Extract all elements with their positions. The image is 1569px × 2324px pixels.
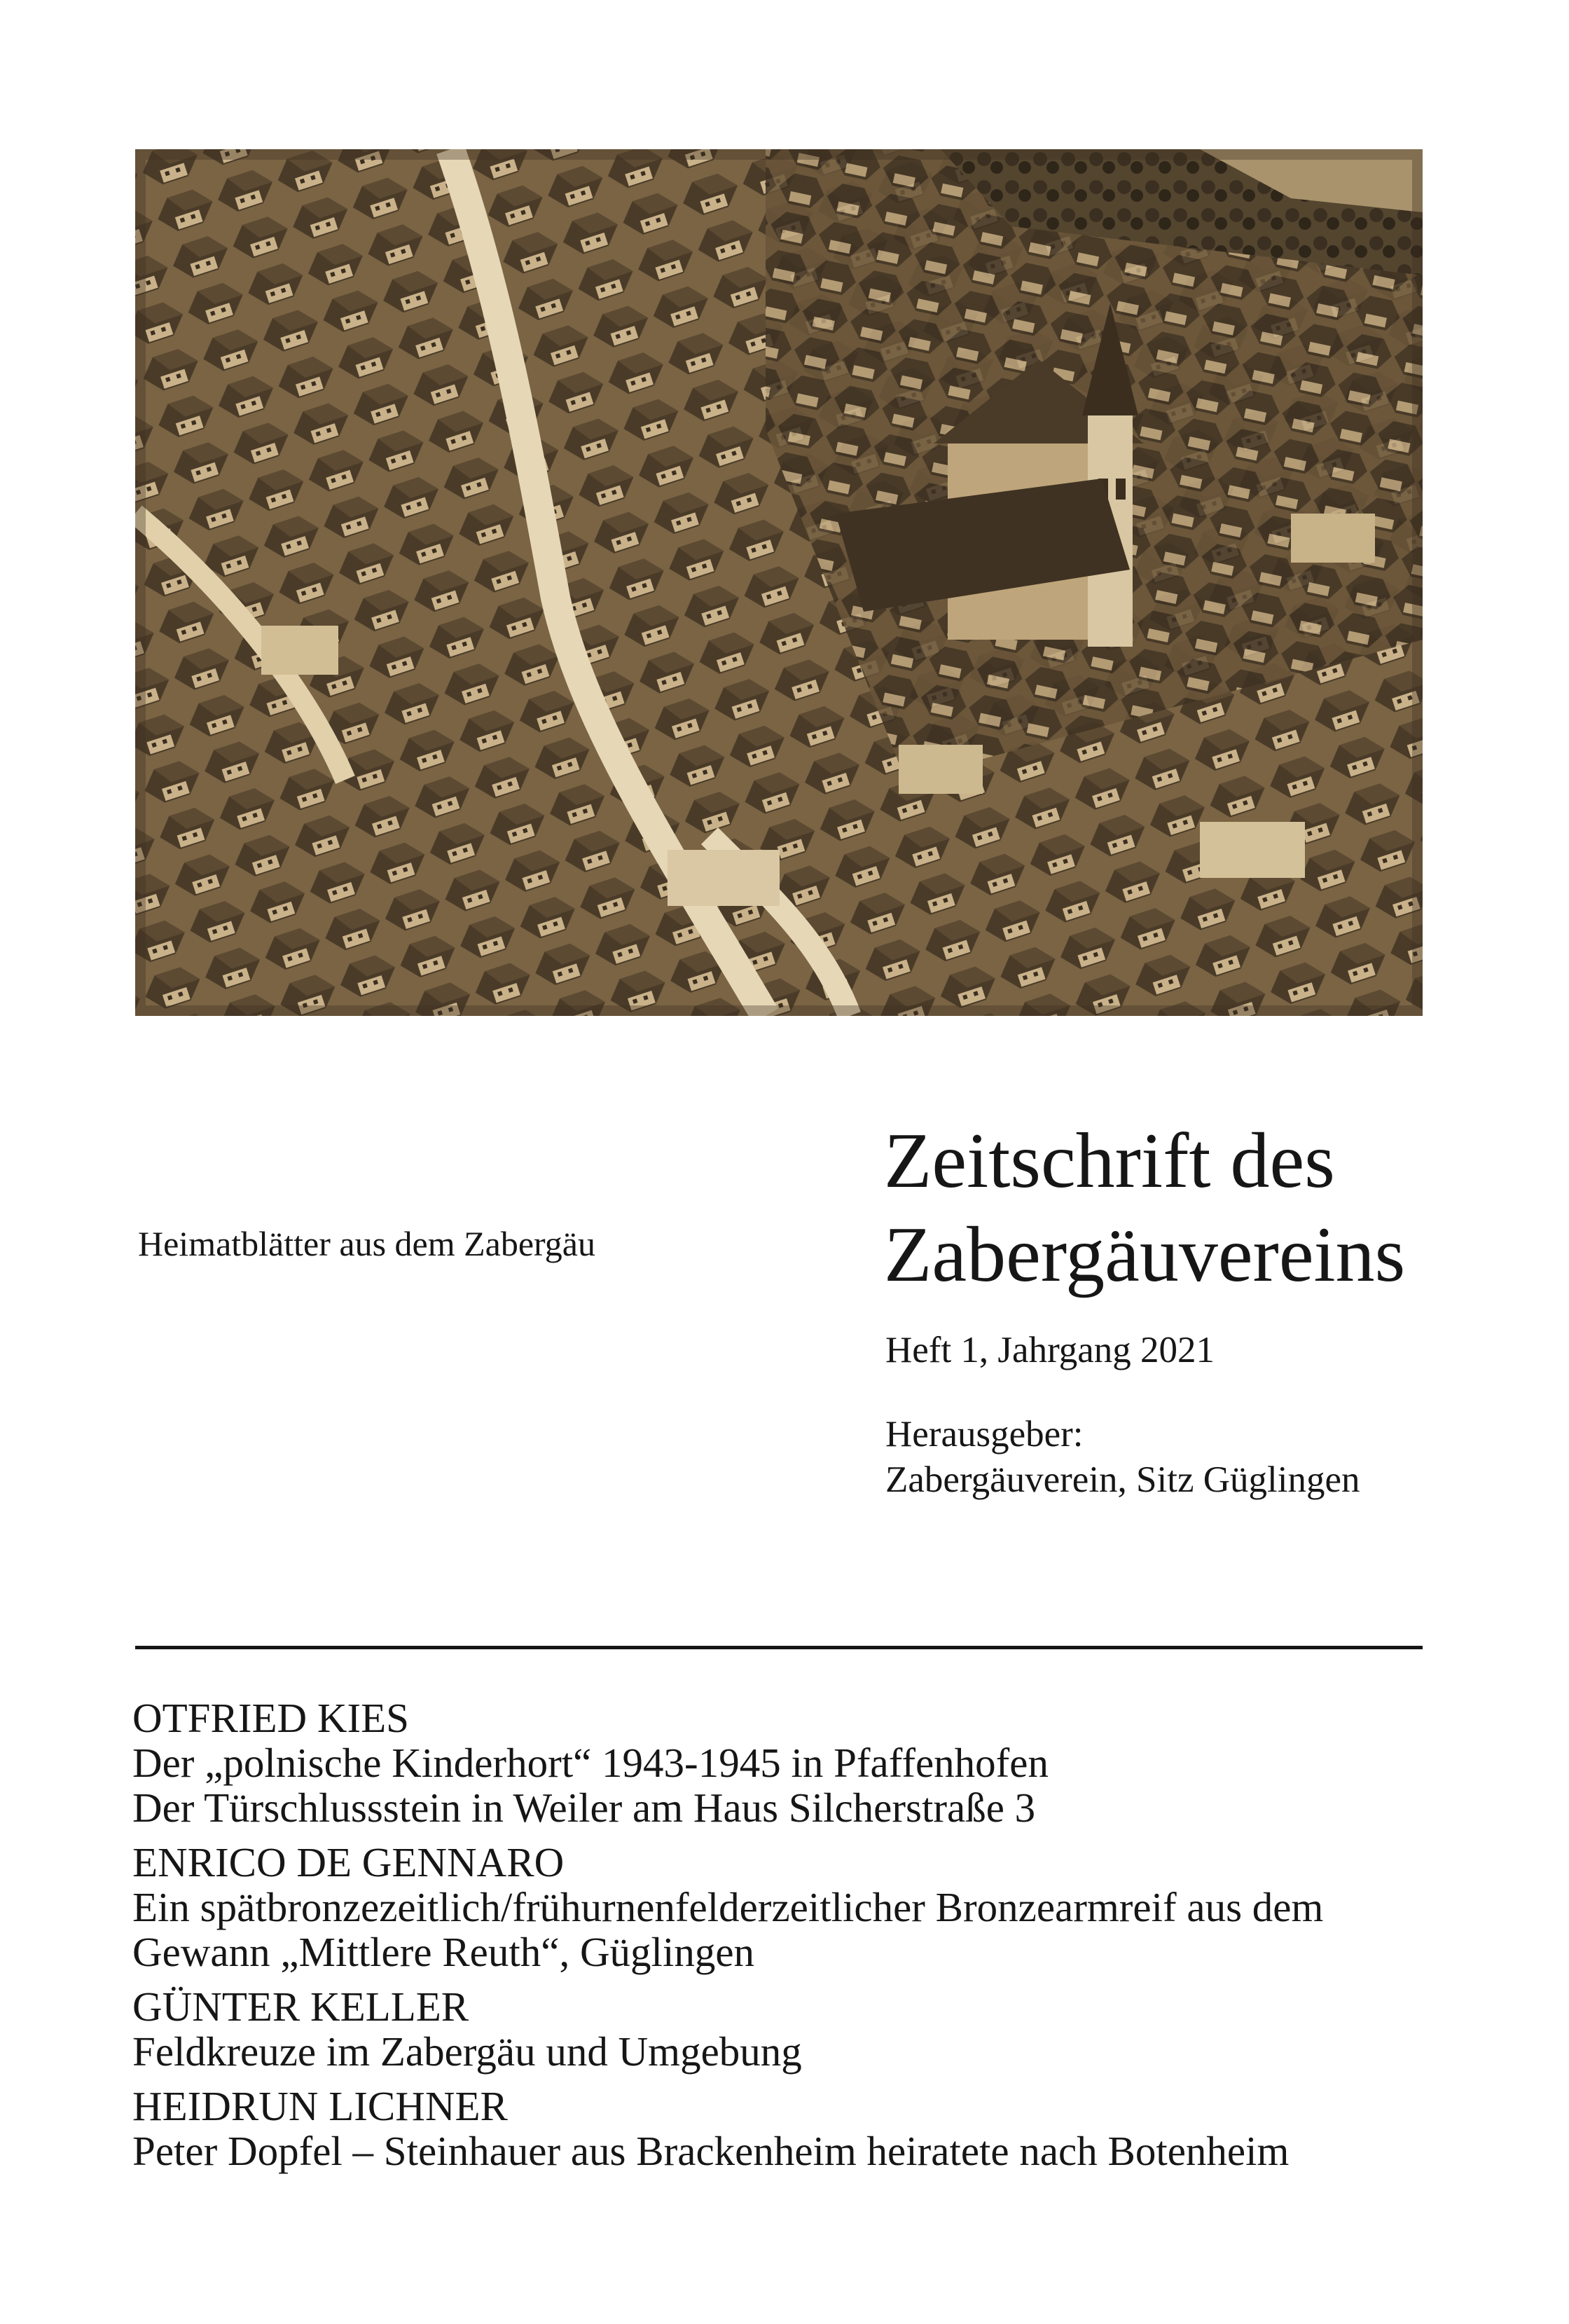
- publisher-block: [885, 1412, 1360, 1503]
- journal-title-line-2: Zabergäuvereins: [884, 1211, 1406, 1298]
- toc-article-title: Feldkreuze im Zabergäu und Umgebung: [132, 2028, 802, 2075]
- issue-info: Heft 1, Jahrgang 2021: [885, 1330, 1215, 1370]
- toc-entry: [132, 2084, 1428, 2173]
- journal-title-line-1: Zeitschrift des: [884, 1118, 1335, 1204]
- toc-author: GÜNTER KELLER: [132, 1983, 469, 2030]
- publisher-label: Herausgeber:: [885, 1414, 1084, 1455]
- journal-subtitle: Heimatblätter aus dem Zabergäu: [138, 1224, 595, 1263]
- toc-entry: [132, 1840, 1428, 1974]
- publisher-name: Zabergäuverein, Sitz Güglingen: [885, 1459, 1360, 1500]
- toc-article-title: Peter Dopfel – Steinhauer aus Brackenheim heiratete nach Botenheim: [132, 2128, 1290, 2174]
- toc-article-title: Der Türschlussstein in Weiler am Haus Silcherstraße 3: [132, 1785, 1036, 1831]
- toc-author: ENRICO DE GENNARO: [132, 1839, 565, 1885]
- toc-entry: [132, 1984, 1428, 2074]
- aerial-village-image: [135, 149, 1423, 1016]
- journal-title: [884, 1114, 1405, 1302]
- cover-photo: [135, 149, 1423, 1016]
- toc-entry: [132, 1696, 1428, 1830]
- toc-article-title: Der „polnische Kinderhort“ 1943-1945 in Pfaffenhofen: [132, 1740, 1049, 1786]
- divider-rule: [135, 1646, 1423, 1649]
- toc-author: OTFRIED KIES: [132, 1695, 409, 1741]
- table-of-contents: [132, 1696, 1428, 2183]
- toc-author: HEIDRUN LICHNER: [132, 2083, 508, 2129]
- toc-article-title: Ein spätbronzezeitlich/frühurnenfelderzeitlicher Bronzearmreif aus dem Gewann „Mittlere Reuth“, Güglingen: [132, 1884, 1324, 1975]
